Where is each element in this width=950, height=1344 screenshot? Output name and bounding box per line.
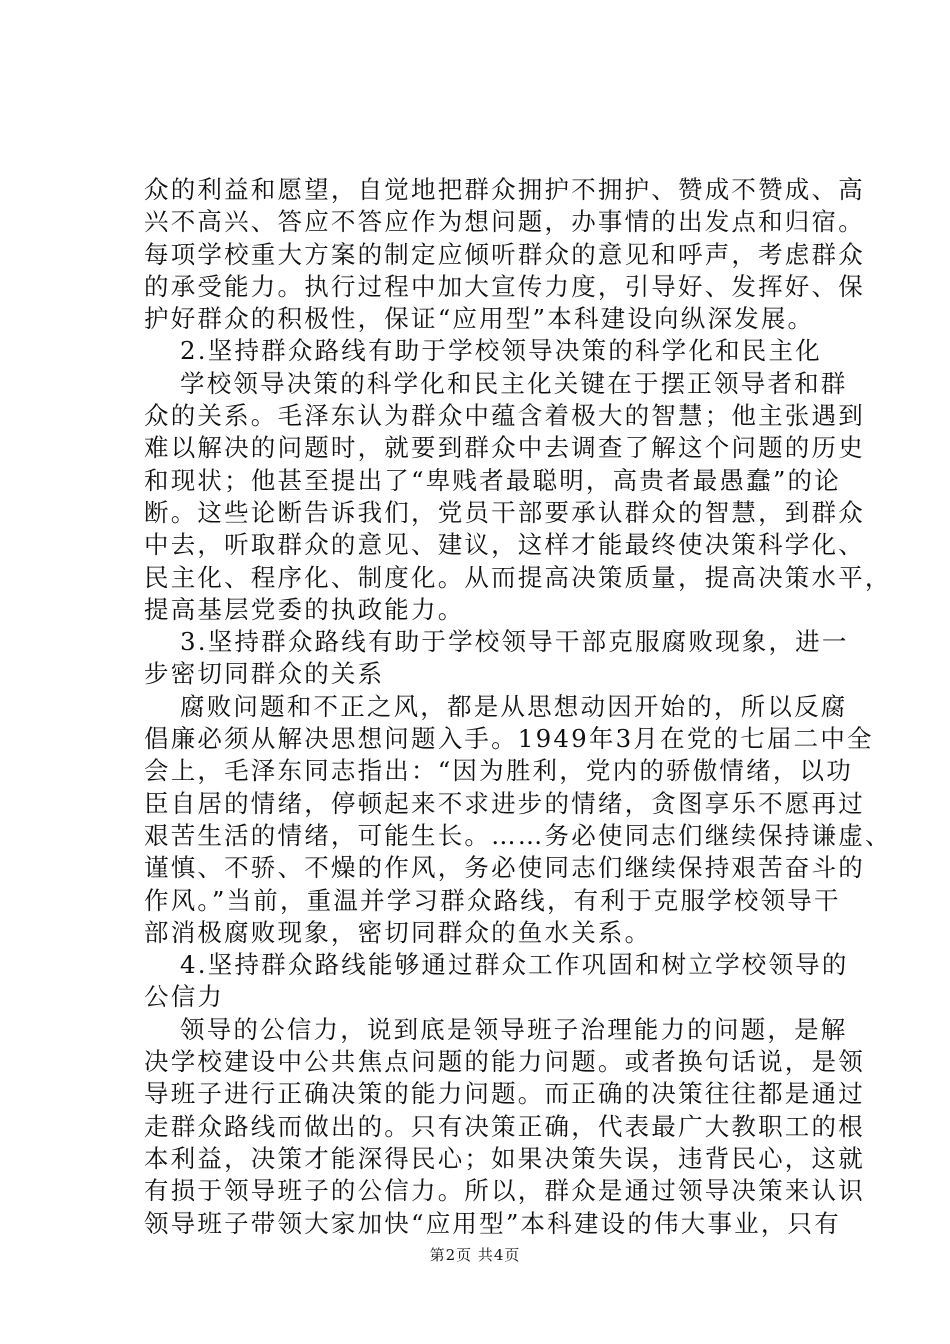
section-heading-continued: 步密切同群众的关系 [144,659,385,689]
section-heading: 2.坚持群众路线有助于学校领导决策的科学化和民主化 [180,336,822,366]
section-heading: 3.坚持群众路线有助于学校领导干部克服腐败现象，进一 [180,627,849,657]
text-line: 导班子进行正确决策的能力问题。而正确的决策往往都是通过 [144,1079,865,1109]
text-line: 倡廉必须从解决思想问题入手。1949年3月在党的七届二中全 [144,724,874,754]
text-line: 谨慎、不骄、不燥的作风，务必使同志们继续保持艰苦奋斗的 [144,853,865,883]
text-line: 的承受能力。执行过程中加大宣传力度，引导好、发挥好、保 [144,271,865,301]
text-line: 提高基层党委的执政能力。 [144,594,465,624]
text-line: 和现状；他甚至提出了“卑贱者最聪明，高贵者最愚蠢”的论 [144,465,841,495]
text-line: 走群众路线而做出的。只有决策正确，代表最广大教职工的根 [144,1111,865,1141]
text-line: 众的利益和愿望，自觉地把群众拥护不拥护、赞成不赞成、高 [144,175,865,204]
text-line: 民主化、程序化、制度化。从而提高决策质量，提高决策水平， [144,562,892,592]
section-heading: 4.坚持群众路线能够通过群众工作巩固和树立学校领导的 [180,950,849,980]
text-line: 中去，听取群众的意见、建议，这样才能最终使决策科学化、 [144,530,865,560]
text-line: 腐败问题和不正之风，都是从思想动因开始的，所以反腐 [180,691,848,721]
page-number-footer: 第2页 共4页 [429,1246,521,1264]
text-line: 领导班子带领大家加快“应用型”本科建设的伟大事业，只有 [144,1208,841,1238]
text-line: 决学校建设中公共焦点问题的能力问题。或者换句话说，是领 [144,1047,865,1077]
text-line: 会上，毛泽东同志指出：“因为胜利，党内的骄傲情绪，以功 [144,756,853,786]
text-line: 难以解决的问题时，就要到群众中去调查了解这个问题的历史 [144,433,865,463]
text-line: 本利益，决策才能深得民心；如果决策失误，违背民心，这就 [144,1143,865,1173]
section-heading-continued: 公信力 [144,982,225,1012]
text-line: 艰苦生活的情绪，可能生长。……务必使同志们继续保持谦虚、 [144,820,892,850]
body-text [144,174,892,1240]
text-line: 众的关系。毛泽东认为群众中蕴含着极大的智慧；他主张遇到 [144,401,865,431]
text-line: 部消极腐败现象，密切同群众的鱼水关系。 [144,917,652,947]
text-line: 护好群众的积极性，保证“应用型”本科建设向纵深发展。 [144,304,815,334]
text-line: 断。这些论断告诉我们，党员干部要承认群众的智慧，到群众 [144,497,865,527]
text-line: 有损于领导班子的公信力。所以，群众是通过领导决策来认识 [144,1176,865,1206]
text-line: 领导的公信力，说到底是领导班子治理能力的问题，是解 [180,1014,848,1044]
text-line: 臣自居的情绪，停顿起来不求进步的情绪，贪图享乐不愿再过 [144,788,865,818]
text-line: 学校领导决策的科学化和民主化关键在于摆正领导者和群 [180,368,848,398]
text-line: 每项学校重大方案的制定应倾听群众的意见和呼声，考虑群众 [144,239,865,269]
text-line: 作风。”当前，重温并学习群众路线，有利于克服学校领导干 [144,885,841,915]
text-line: 兴不高兴、答应不答应作为想问题，办事情的出发点和归宿。 [144,207,865,237]
